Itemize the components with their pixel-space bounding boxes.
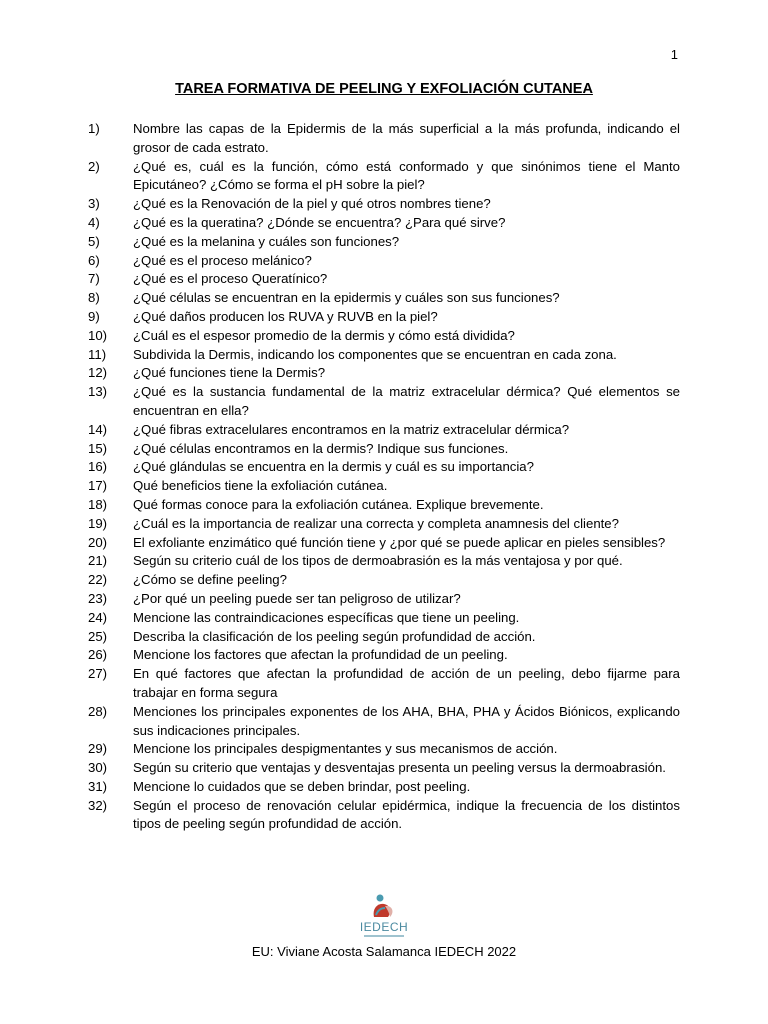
question-item xyxy=(88,270,680,289)
question-text: Subdivida la Dermis, indicando los componentes que se encuentran en cada zona. xyxy=(133,346,617,362)
question-number: 8) xyxy=(88,290,100,306)
question-number: 10) xyxy=(88,327,108,343)
question-text: Mencione lo cuidados que se deben brindar, post peeling. xyxy=(133,778,471,794)
question-text: ¿Cuál es el espesor promedio de la dermis y cómo está dividida? xyxy=(133,327,515,343)
question-number: 14) xyxy=(88,421,108,437)
question-item xyxy=(88,252,680,271)
question-number: 12) xyxy=(88,365,108,381)
question-item xyxy=(88,308,680,327)
question-item xyxy=(88,703,680,741)
question-item xyxy=(88,214,680,233)
question-text: Qué beneficios tiene la exfoliación cutánea. xyxy=(133,478,388,494)
question-text: ¿Qué es, cuál es la función, cómo está conformado y que sinónimos tiene el Manto Epicutáneo? ¿Cómo se forma el pH sobre la piel? xyxy=(133,158,680,193)
question-item xyxy=(88,120,680,158)
question-item xyxy=(88,364,680,383)
footer-text: EU: Viviane Acosta Salamanca IEDECH 2022 xyxy=(251,944,517,959)
question-item xyxy=(88,327,680,346)
question-item xyxy=(88,665,680,703)
question-number: 23) xyxy=(88,590,108,606)
question-number: 26) xyxy=(88,647,108,663)
question-text: ¿Qué es el proceso Queratínico? xyxy=(133,271,328,287)
question-item xyxy=(88,440,680,459)
question-number: 4) xyxy=(88,214,100,230)
question-number: 31) xyxy=(88,778,108,794)
question-item xyxy=(88,628,680,647)
question-text: Mencione los principales despigmentantes y sus mecanismos de acción. xyxy=(133,741,558,757)
question-number: 25) xyxy=(88,628,108,644)
question-text: Mencione los factores que afectan la profundidad de un peeling. xyxy=(133,647,508,663)
logo-text: IEDECH xyxy=(359,920,409,934)
question-number: 27) xyxy=(88,666,108,682)
question-item xyxy=(88,759,680,778)
question-item xyxy=(88,797,680,835)
question-text: ¿Qué es la queratina? ¿Dónde se encuentra? ¿Para qué sirve? xyxy=(133,214,506,230)
question-text: ¿Qué células se encuentran en la epidermis y cuáles son sus funciones? xyxy=(133,290,560,306)
document-title xyxy=(0,81,768,97)
question-item xyxy=(88,458,680,477)
question-item xyxy=(88,740,680,759)
question-text: ¿Qué células encontramos en la dermis? Indique sus funciones. xyxy=(133,440,509,456)
question-number: 13) xyxy=(88,384,108,400)
question-item xyxy=(88,496,680,515)
question-number: 18) xyxy=(88,496,108,512)
question-item xyxy=(88,778,680,797)
question-text: Nombre las capas de la Epidermis de la más superficial a la más profunda, indicando el grosor de cada estrato. xyxy=(133,121,680,155)
question-number: 3) xyxy=(88,196,100,212)
question-text: Mencione las contraindicaciones específicas que tiene un peeling. xyxy=(133,609,520,625)
question-item xyxy=(88,552,680,571)
question-item xyxy=(88,477,680,496)
question-text: ¿Cuál es la importancia de realizar una correcta y completa anamnesis del cliente? xyxy=(133,515,619,531)
question-item xyxy=(88,421,680,440)
question-number: 29) xyxy=(88,741,108,757)
question-item xyxy=(88,195,680,214)
question-number: 30) xyxy=(88,760,108,776)
question-number: 16) xyxy=(88,459,108,475)
question-text: ¿Qué glándulas se encuentra en la dermis y cuál es su importancia? xyxy=(133,459,534,475)
question-text: Qué formas conoce para la exfoliación cutánea. Explique brevemente. xyxy=(133,496,544,512)
question-text: Según el proceso de renovación celular epidérmica, indique la frecuencia de los distintos tipos de peeling según profundidad de acción. xyxy=(133,797,680,832)
question-number: 6) xyxy=(88,252,100,268)
logo-tagline-line xyxy=(364,935,404,937)
question-text: ¿Cómo se define peeling? xyxy=(133,572,287,588)
question-number: 32) xyxy=(88,797,108,813)
question-text: ¿Qué es la Renovación de la piel y qué otros nombres tiene? xyxy=(133,196,491,212)
question-item xyxy=(88,233,680,252)
question-number: 15) xyxy=(88,440,108,456)
question-item xyxy=(88,571,680,590)
question-number: 19) xyxy=(88,515,108,531)
question-number: 20) xyxy=(88,534,108,550)
question-item xyxy=(88,515,680,534)
question-text: ¿Qué fibras extracelulares encontramos en la matriz extracelular dérmica? xyxy=(133,421,570,437)
question-text: En qué factores que afectan la profundidad de acción de un peeling, debo fijarme para trabajar en forma segura xyxy=(133,666,680,700)
question-text: Describa la clasificación de los peeling según profundidad de acción. xyxy=(133,628,536,644)
question-text: ¿Por qué un peeling puede ser tan peligroso de utilizar? xyxy=(133,590,461,606)
question-item xyxy=(88,609,680,628)
question-text: Según su criterio que ventajas y desventajas presenta un peeling versus la dermoabrasión. xyxy=(133,760,666,776)
question-item xyxy=(88,158,680,196)
question-text: ¿Qué es la melanina y cuáles son funciones? xyxy=(133,233,400,249)
question-item xyxy=(88,590,680,609)
question-item xyxy=(88,383,680,421)
question-text: ¿Qué es el proceso melánico? xyxy=(133,252,312,268)
question-item xyxy=(88,346,680,365)
question-number: 11) xyxy=(88,346,107,362)
question-number: 1) xyxy=(88,121,100,136)
question-text: ¿Qué daños producen los RUVA y RUVB en la piel? xyxy=(133,308,438,324)
question-number: 28) xyxy=(88,703,108,719)
question-item xyxy=(88,289,680,308)
page-number: 1 xyxy=(670,47,678,62)
question-number: 9) xyxy=(88,308,100,324)
question-text: Según su criterio cuál de los tipos de dermoabrasión es la más ventajosa y por qué. xyxy=(133,553,623,569)
question-number: 17) xyxy=(88,478,108,494)
question-number: 5) xyxy=(88,233,100,249)
document-title-text: TAREA FORMATIVA DE PEELING Y EXFOLIACIÓN CUTANEA xyxy=(175,81,593,97)
question-item xyxy=(88,534,680,553)
iedech-logo xyxy=(354,893,414,943)
question-text: El exfoliante enzimático qué función tiene y ¿por qué se puede aplicar en pieles sensibles? xyxy=(133,534,666,550)
logo-figure-icon xyxy=(354,893,414,923)
question-number: 2) xyxy=(88,158,100,174)
question-text: ¿Qué funciones tiene la Dermis? xyxy=(133,365,326,381)
question-text: ¿Qué es la sustancia fundamental de la matriz extracelular dérmica? Qué elementos se encuentran en ella? xyxy=(133,384,680,418)
question-number: 21) xyxy=(88,553,108,569)
question-number: 24) xyxy=(88,609,108,625)
question-text: Menciones los principales exponentes de los AHA, BHA, PHA y Ácidos Biónicos, explicando sus indicaciones principales. xyxy=(133,703,680,738)
question-item xyxy=(88,646,680,665)
question-number: 22) xyxy=(88,572,108,588)
question-list xyxy=(88,120,680,834)
question-number: 7) xyxy=(88,271,100,287)
